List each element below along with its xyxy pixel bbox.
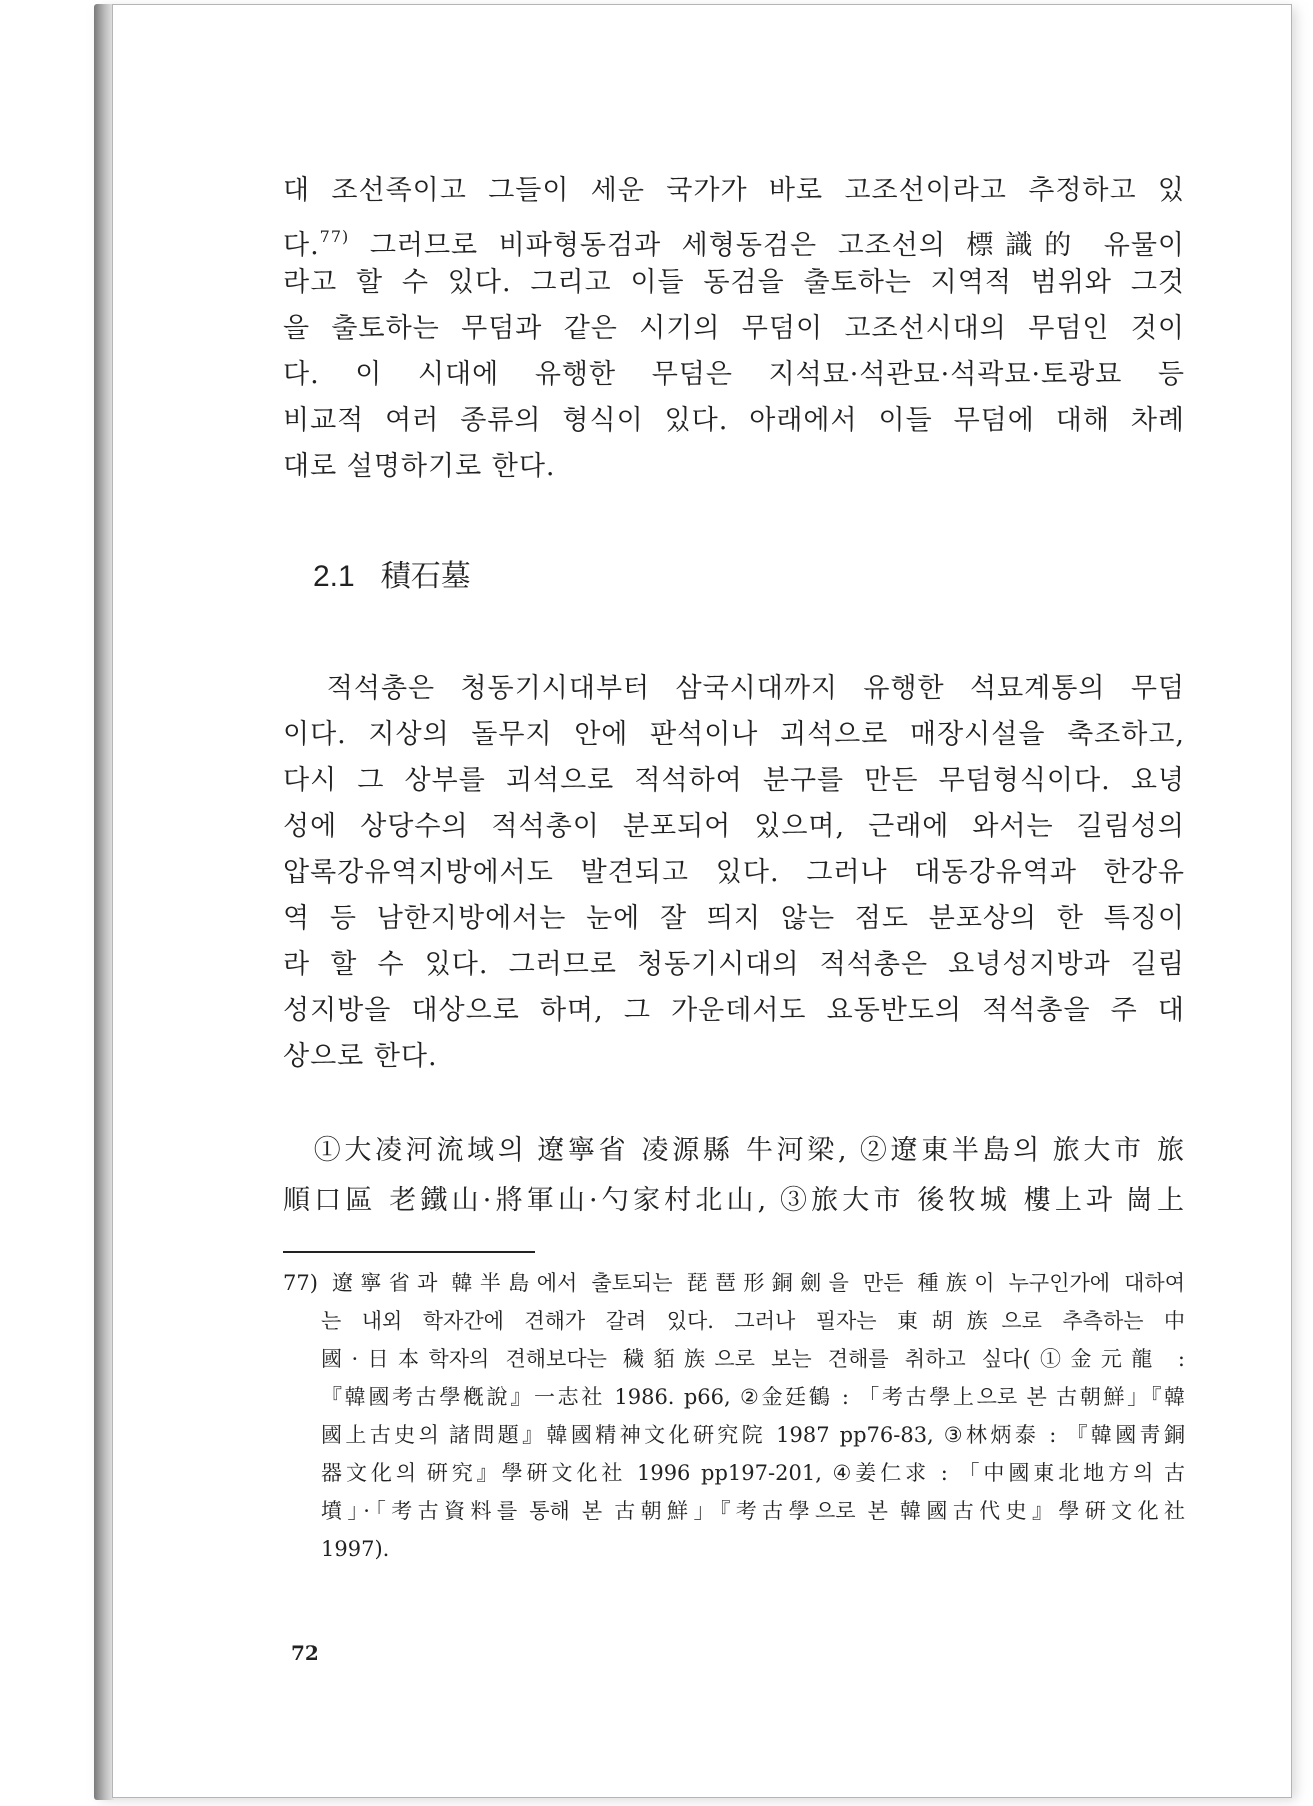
footnote-line: 는 내외 학자간에 견해가 갈려 있다. 그러나 필자는 東胡族으로 추측하는 中	[321, 1309, 1185, 1333]
section-heading	[313, 557, 471, 597]
body-line: 성지방을 대상으로 하며, 그 가운데서도 요동반도의 적석총을 주 대	[283, 995, 1185, 1026]
footnote-line: 77) 遼寧省과 韓半島에서 출토되는 琵琶形銅劍을 만든 種族이 누구인가에 대하여	[283, 1271, 1185, 1295]
book-spine-edge	[94, 4, 114, 1800]
body-line: 역 등 남한지방에서는 눈에 잘 띄지 않는 점도 분포상의 한 특징이	[283, 903, 1185, 934]
body-line: 順口區 老鐵山·將軍山·勺家村北山, ③旅大市 後牧城 樓上과 崗上	[283, 1185, 1185, 1216]
body-line: 성에 상당수의 적석총이 분포되어 있으며, 근래에 와서는 길림성의	[283, 811, 1185, 842]
body-line-prefix: 다.	[283, 230, 320, 261]
section-title: 積石墓	[380, 559, 471, 594]
body-line: 비교적 여러 종류의 형식이 있다. 아래에서 이들 무덤에 대해 차례	[283, 405, 1185, 436]
body-line: 대 조선족이고 그들이 세운 국가가 바로 고조선이라고 추정하고 있	[283, 175, 1185, 206]
body-line: 을 출토하는 무덤과 같은 시기의 무덤이 고조선시대의 무덤인 것이	[283, 313, 1185, 344]
body-line: 다. 이 시대에 유행한 무덤은 지석묘·석관묘·석곽묘·토광묘 등	[283, 359, 1185, 390]
body-line: 적석총은 청동기시대부터 삼국시대까지 유행한 석묘계통의 무덤	[283, 673, 1185, 704]
book-page	[112, 4, 1292, 1798]
section-number: 2.1	[313, 560, 355, 593]
footnote-line: 器文化의 硏究』學硏文化社 1996 pp197-201, ④姜仁求 : 「中國東北地方의 古	[321, 1461, 1185, 1485]
body-line	[283, 217, 1186, 261]
footnote-line: 國·日本학자의 견해보다는 穢貊族으로 보는 견해를 취하고 싶다(①金元龍 :	[321, 1347, 1185, 1371]
body-line: 압록강유역지방에서도 발견되고 있다. 그러나 대동강유역과 한강유	[283, 857, 1185, 888]
footnote-line: 1997).	[321, 1537, 390, 1561]
body-line: 대로 설명하기로 한다.	[283, 451, 556, 482]
body-line: 라 할 수 있다. 그러므로 청동기시대의 적석총은 요녕성지방과 길림	[283, 949, 1185, 980]
body-line: 상으로 한다.	[283, 1041, 438, 1072]
footnote-reference[interactable]: 77)	[319, 227, 350, 246]
page-number: 72	[291, 1641, 319, 1665]
body-line: 이다. 지상의 돌무지 안에 판석이나 괴석으로 매장시설을 축조하고,	[283, 719, 1185, 750]
footnote-line: 墳」·「考古資料를 통해 본 古朝鮮」『考古學으로 본 韓國古代史』學硏文化社	[321, 1499, 1185, 1523]
footnote-line: 國上古史의 諸問題』韓國精神文化硏究院 1987 pp76-83, ③林炳泰 : 『韓國靑銅	[321, 1423, 1185, 1447]
body-line: 다시 그 상부를 괴석으로 적석하여 분구를 만든 무덤형식이다. 요녕	[283, 765, 1185, 796]
body-line: 라고 할 수 있다. 그리고 이들 동검을 출토하는 지역적 범위와 그것	[283, 267, 1185, 298]
footnote-line: 『韓國考古學槪說』一志社 1986. p66, ②金廷鶴 : 「考古學上으로 본 古朝鮮」『韓	[321, 1385, 1185, 1409]
footnote-divider	[283, 1251, 535, 1253]
body-line-rest: 그러므로 비파형동검과 세형동검은 고조선의 標識的 유물이	[369, 230, 1186, 261]
body-line: ①大凌河流域의 遼寧省 凌源縣 牛河梁, ②遼東半島의 旅大市 旅	[283, 1135, 1185, 1166]
